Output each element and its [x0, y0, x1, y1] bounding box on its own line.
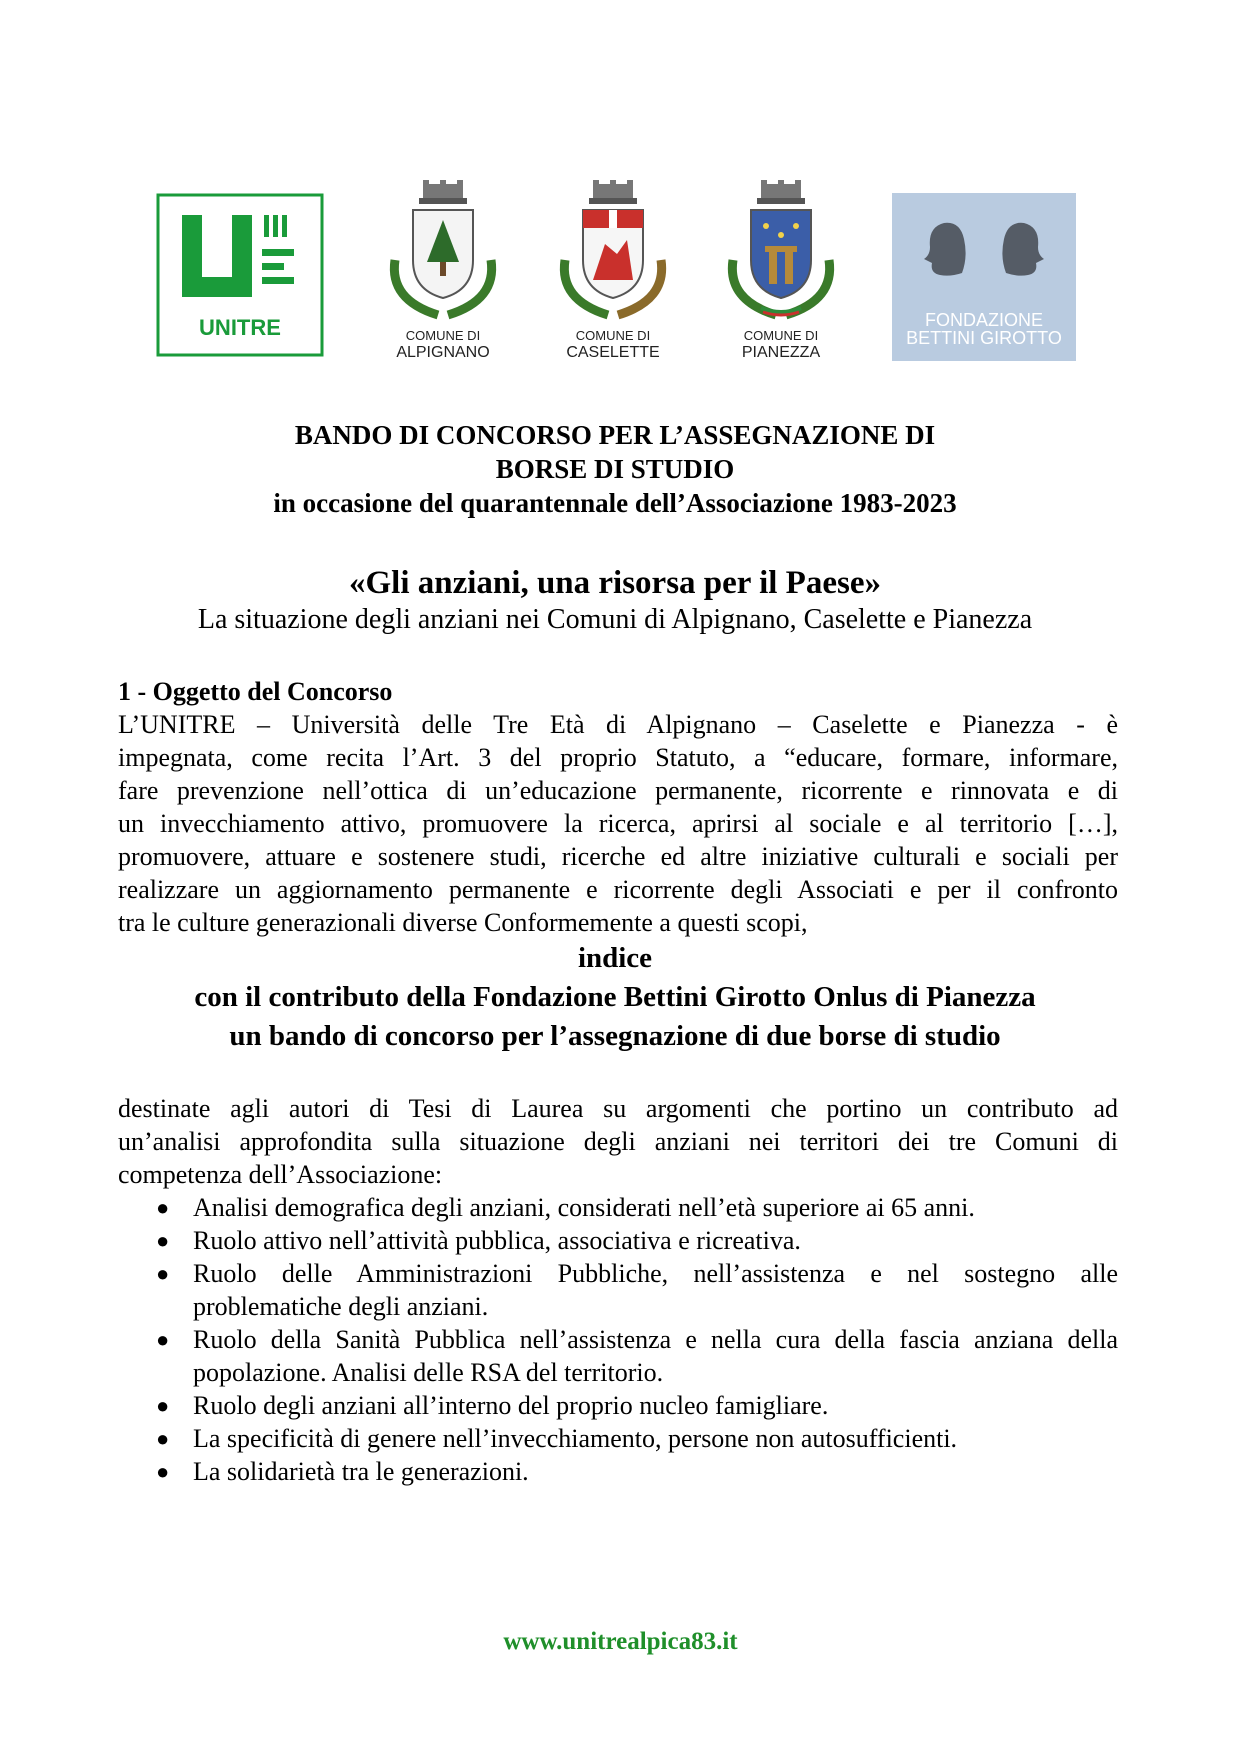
document-header [100, 418, 1130, 520]
crest-pianezza-label-2: PIANEZZA [741, 344, 821, 361]
fondazione-label-2: BETTINI GIROTTO [906, 328, 1062, 348]
paragraph-line: un invecchiamento attivo, promuovere la ricerca, aprirsi al sociale e al territorio […], [118, 809, 1118, 838]
intro-paragraph [118, 1092, 1118, 1191]
list-item-text: La specificità di genere nell’invecchiamento, persone non autosufficienti. [193, 1424, 958, 1453]
list-item-text: popolazione. Analisi delle RSA del territorio. [193, 1358, 664, 1387]
unitre-logo-text: UNITRE [199, 315, 281, 340]
list-item-text: Ruolo della Sanità Pubblica nell’assistenza e nella cura della fascia anziana della [193, 1325, 1118, 1354]
logo-row [0, 0, 1241, 380]
bullet-icon: ● [156, 1327, 170, 1352]
paragraph-line: promuovere, attuare e sostenere studi, ricerche ed altre iniziative culturali e sociali per [118, 842, 1118, 871]
crest-pianezza [721, 180, 841, 360]
list-item [118, 1455, 1118, 1488]
bullet-icon: ● [156, 1459, 170, 1484]
list-item [118, 1389, 1118, 1422]
indice-block [100, 939, 1130, 1056]
bullet-icon: ● [156, 1393, 170, 1418]
list-item [118, 1422, 1118, 1455]
section-1-paragraph [118, 708, 1118, 939]
website-link[interactable]: www.unitrealpica83.it [503, 1628, 738, 1655]
header-line-1: BANDO DI CONCORSO PER L’ASSEGNAZIONE DI [294, 420, 936, 450]
main-title: «Gli anziani, una risorsa per il Paese» [349, 565, 881, 601]
list-item [118, 1323, 1118, 1389]
unitre-logo [156, 193, 324, 357]
crest-alpignano-label-1: COMUNE DI [405, 328, 481, 343]
crest-caselette-label-2: CASELETTE [566, 344, 660, 361]
intro-block [118, 1092, 1118, 1488]
paragraph-line: destinate agli autori di Tesi di Laurea su argomenti che portino un contributo ad [118, 1094, 1118, 1123]
topics-list [118, 1191, 1118, 1488]
section-1-heading: 1 - Oggetto del Concorso [118, 677, 393, 706]
paragraph-line: impegnata, come recita l’Art. 3 del proprio Statuto, a “educare, formare, informare, [118, 743, 1118, 772]
subtitle: La situazione degli anziani nei Comuni di Alpignano, Caselette e Pianezza [197, 604, 1033, 635]
bullet-icon: ● [156, 1426, 170, 1451]
title-block [100, 563, 1130, 637]
crest-alpignano [383, 180, 503, 360]
list-item-text: Ruolo degli anziani all’interno del proprio nucleo famigliare. [193, 1391, 829, 1420]
crest-caselette [553, 180, 673, 360]
crest-alpignano-label-2: ALPIGNANO [396, 344, 490, 361]
list-item-text: Ruolo attivo nell’attività pubblica, associativa e ricreativa. [193, 1226, 801, 1255]
list-item [118, 1257, 1118, 1323]
list-item [118, 1191, 1118, 1224]
fondazione-logo [892, 193, 1076, 361]
list-item-text: Ruolo delle Amministrazioni Pubbliche, nell’assistenza e nel sostegno alle [193, 1259, 1118, 1288]
list-item-text: problematiche degli anziani. [193, 1292, 489, 1321]
paragraph-line: fare prevenzione nell’ottica di un’educazione permanente, ricorrente e rinnovata e di [118, 776, 1118, 805]
indice-line-3: un bando di concorso per l’assegnazione di due borse di studio [229, 1020, 1001, 1052]
list-item-text: Analisi demografica degli anziani, considerati nell’età superiore ai 65 anni. [193, 1193, 975, 1222]
paragraph-line: realizzare un aggiornamento permanente e ricorrente degli Associati e per il confronto [118, 875, 1118, 904]
header-line-3: in occasione del quarantennale dell’Associazione 1983-2023 [273, 488, 957, 518]
paragraph-line: competenza dell’Associazione: [118, 1160, 443, 1189]
bullet-icon: ● [156, 1228, 170, 1253]
bullet-icon: ● [156, 1261, 170, 1286]
list-item [118, 1224, 1118, 1257]
fondazione-label-1: FONDAZIONE [924, 310, 1043, 330]
list-item-text: La solidarietà tra le generazioni. [193, 1457, 529, 1486]
header-line-2: BORSE DI STUDIO [495, 454, 735, 484]
indice-line-2: con il contributo della Fondazione Bettini Girotto Onlus di Pianezza [194, 981, 1036, 1013]
paragraph-line: un’analisi approfondita sulla situazione degli anziani nei territori dei tre Comuni di [118, 1127, 1118, 1156]
section-1 [118, 675, 1118, 939]
crest-caselette-label-1: COMUNE DI [575, 328, 651, 343]
crest-pianezza-label-1: COMUNE DI [743, 328, 819, 343]
bullet-icon: ● [156, 1195, 170, 1220]
paragraph-line: tra le culture generazionali diverse Conformemente a questi scopi, [118, 908, 808, 937]
indice-line-1: indice [577, 942, 653, 974]
paragraph-line: L’UNITRE – Università delle Tre Età di Alpignano – Caselette e Pianezza - è [118, 710, 1118, 739]
